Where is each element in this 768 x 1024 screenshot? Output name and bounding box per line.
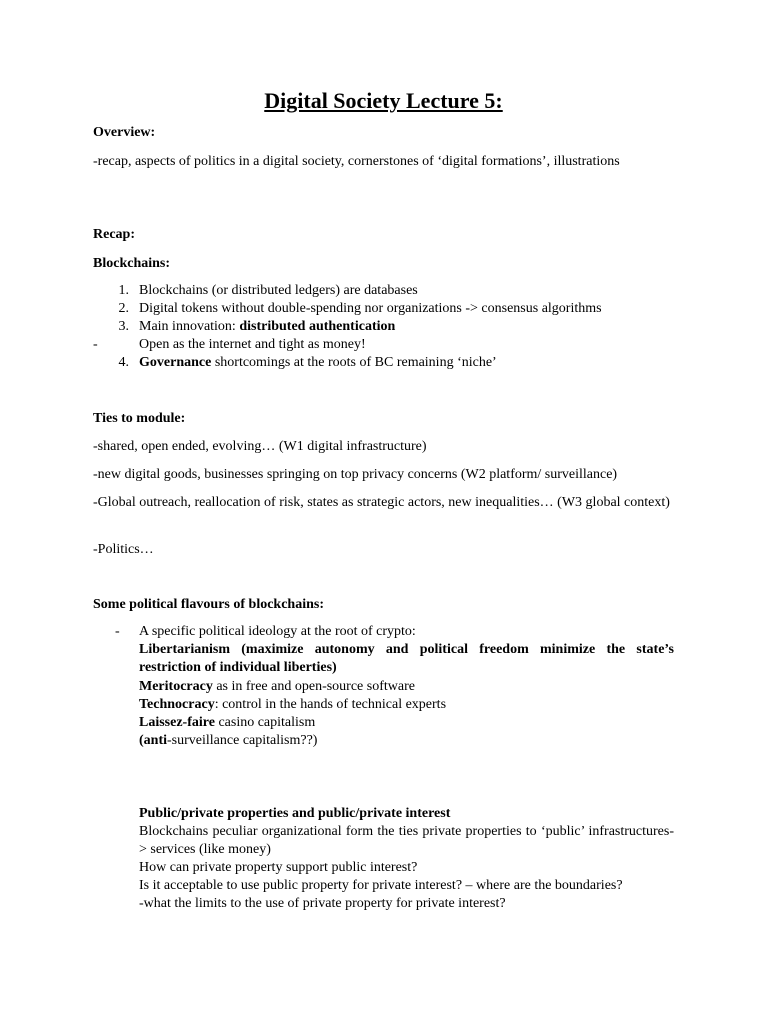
properties-paragraph: Blockchains peculiar organizational form the ties private properties to ‘public’ infrastructures-> services (like money) <box>139 824 674 857</box>
ties-line-2: -new digital goods, businesses springing on top privacy concerns (W2 platform/ surveillance) <box>93 467 618 482</box>
page-title: Digital Society Lecture 5: <box>264 88 503 113</box>
list-item-text <box>139 336 674 354</box>
properties-heading: Public/private properties and public/private interest <box>139 806 451 821</box>
list-marker: 2. <box>118 301 129 316</box>
flavours-intro: A specific political ideology at the root of crypto: <box>139 624 416 639</box>
recap-item-1 <box>93 282 674 300</box>
laissez-faire-desc: casino capitalism <box>214 715 316 730</box>
flavours-heading: Some political flavours of blockchains: <box>93 597 325 612</box>
item-bold: distributed authentication <box>239 319 396 334</box>
list-marker: 4. <box>118 355 129 370</box>
anti-desc: -surveillance capitalism??) <box>167 733 318 748</box>
laissez-faire-line <box>139 714 674 732</box>
recap-item-dash <box>93 336 674 354</box>
technocracy-desc: : control in the hands of technical experts <box>214 697 447 712</box>
list-item-text <box>139 318 674 336</box>
list-item-text <box>139 282 674 300</box>
item-text: Digital tokens without double-spending nor organizations -> consensus algorithms <box>139 301 602 316</box>
ties-line-1: -shared, open ended, evolving… (W1 digital infrastructure) <box>93 439 427 454</box>
overview-text: -recap, aspects of politics in a digital society, cornerstones of ‘digital formations’, illustrations <box>93 154 620 169</box>
list-marker: 3. <box>118 319 129 334</box>
ties-line-3: -Global outreach, reallocation of risk, states as strategic actors, new inequalities… (W3 global context) <box>93 495 670 510</box>
item-text: Open as the internet and tight as money! <box>139 337 366 352</box>
list-item-text <box>139 354 674 372</box>
properties-question-3: -what the limits to the use of private property for private interest? <box>139 896 506 911</box>
overview-heading: Overview: <box>93 125 156 140</box>
list-marker: 1. <box>118 283 129 298</box>
meritocracy-desc: as in free and open-source software <box>212 679 415 694</box>
properties-question-1: How can private property support public interest? <box>139 860 418 875</box>
list-marker: - <box>93 337 98 352</box>
flavours-marker: - <box>115 624 120 639</box>
item-text: Main innovation: <box>139 319 240 334</box>
laissez-faire-term: Laissez-faire <box>139 715 215 730</box>
recap-item-4 <box>93 354 674 372</box>
meritocracy-term: Meritocracy <box>139 679 213 694</box>
ties-heading: Ties to module: <box>93 411 186 426</box>
anti-term: anti <box>143 733 168 748</box>
properties-question-2: Is it acceptable to use public property for private interest? – where are the boundaries? <box>139 878 623 893</box>
anti-surveillance-line <box>139 732 674 750</box>
technocracy-term: Technocracy <box>139 697 215 712</box>
technocracy-line <box>139 696 674 714</box>
item-text-after: shortcomings at the roots of BC remaining ‘niche’ <box>211 355 497 370</box>
blockchains-heading: Blockchains: <box>93 256 171 271</box>
libertarianism-line: Libertarianism (maximize autonomy and political freedom minimize the state’s restriction of individual liberties) <box>139 642 674 675</box>
meritocracy-line <box>139 678 674 696</box>
item-bold: Governance <box>139 355 212 370</box>
recap-item-3 <box>93 318 674 336</box>
recap-item-2 <box>93 300 674 318</box>
item-text: Blockchains (or distributed ledgers) are databases <box>139 283 418 298</box>
ties-line-4: -Politics… <box>93 542 154 557</box>
recap-heading: Recap: <box>93 227 135 242</box>
list-item-text <box>139 300 674 318</box>
paren-open: ( <box>139 733 144 748</box>
